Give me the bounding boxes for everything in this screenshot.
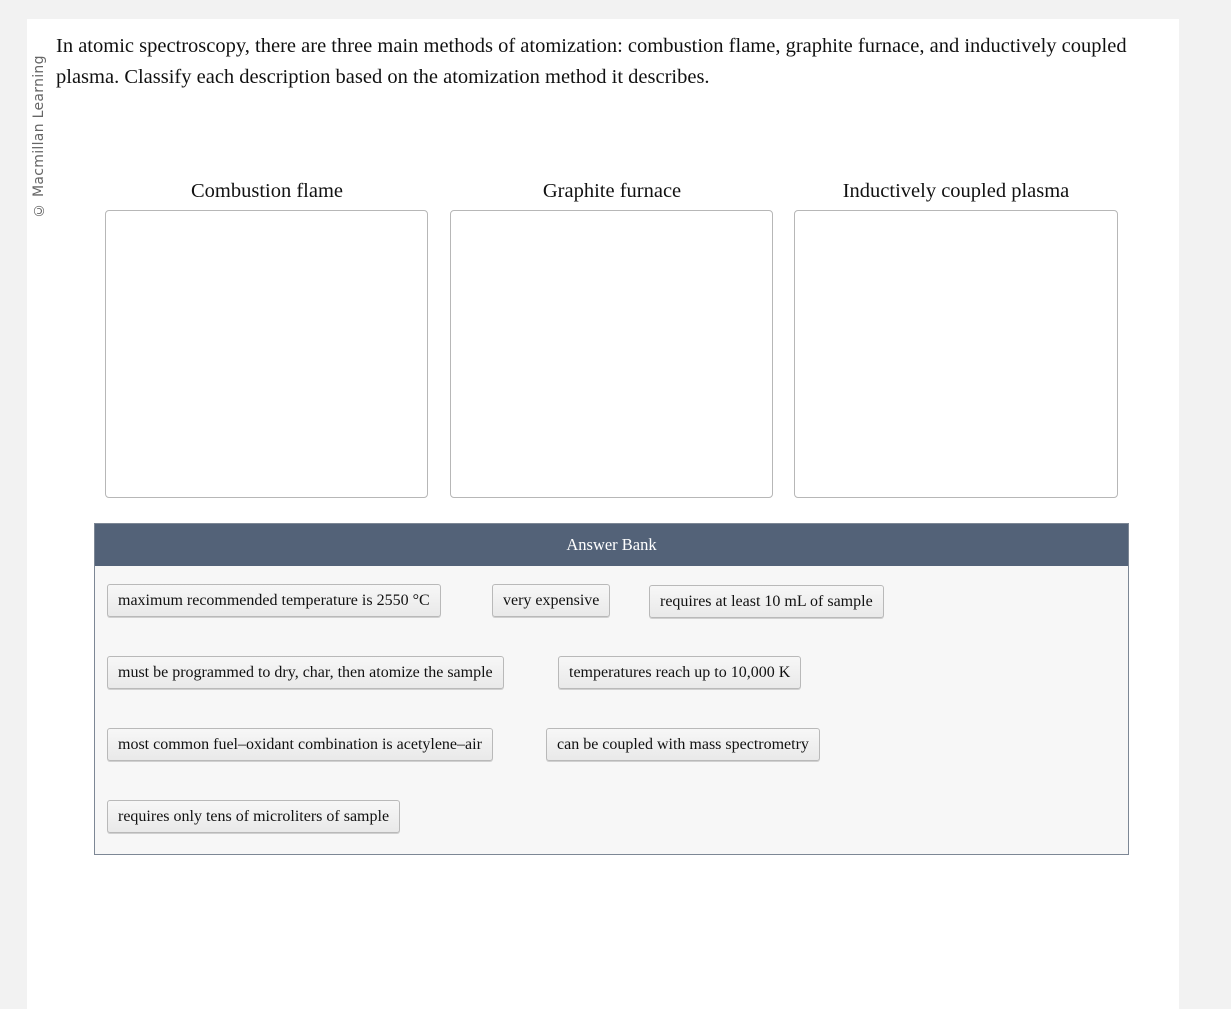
answer-chip[interactable]: must be programmed to dry, char, then atomize the sample	[107, 656, 504, 689]
answer-chip[interactable]: maximum recommended temperature is 2550 °C	[107, 584, 441, 617]
answer-chip[interactable]: requires at least 10 mL of sample	[649, 585, 884, 618]
category-heading-graphite-furnace: Graphite furnace	[542, 180, 682, 202]
drop-zone-graphite-furnace[interactable]	[450, 210, 773, 498]
answer-chip[interactable]: temperatures reach up to 10,000 K	[558, 656, 801, 689]
copyright-watermark: © Macmillan Learning	[31, 55, 47, 218]
answer-chip[interactable]: very expensive	[492, 584, 610, 617]
category-heading-inductively-coupled-plasma: Inductively coupled plasma	[842, 180, 1070, 202]
question-text: In atomic spectroscopy, there are three main methods of atomization: combustion flame, graphite furnace, and inductively coupled plasma. Classify each description based on the atomization method it describes.	[56, 35, 1127, 88]
category-heading-combustion-flame: Combustion flame	[190, 180, 344, 202]
answer-bank-title: Answer Bank	[95, 524, 1128, 566]
drop-zone-combustion-flame[interactable]	[105, 210, 428, 498]
drop-zone-inductively-coupled-plasma[interactable]	[794, 210, 1118, 498]
page-sheet	[27, 19, 1179, 1009]
answer-chip[interactable]: most common fuel–oxidant combination is acetylene–air	[107, 728, 493, 761]
answer-chip[interactable]: requires only tens of microliters of sample	[107, 800, 400, 833]
answer-chip[interactable]: can be coupled with mass spectrometry	[546, 728, 820, 761]
